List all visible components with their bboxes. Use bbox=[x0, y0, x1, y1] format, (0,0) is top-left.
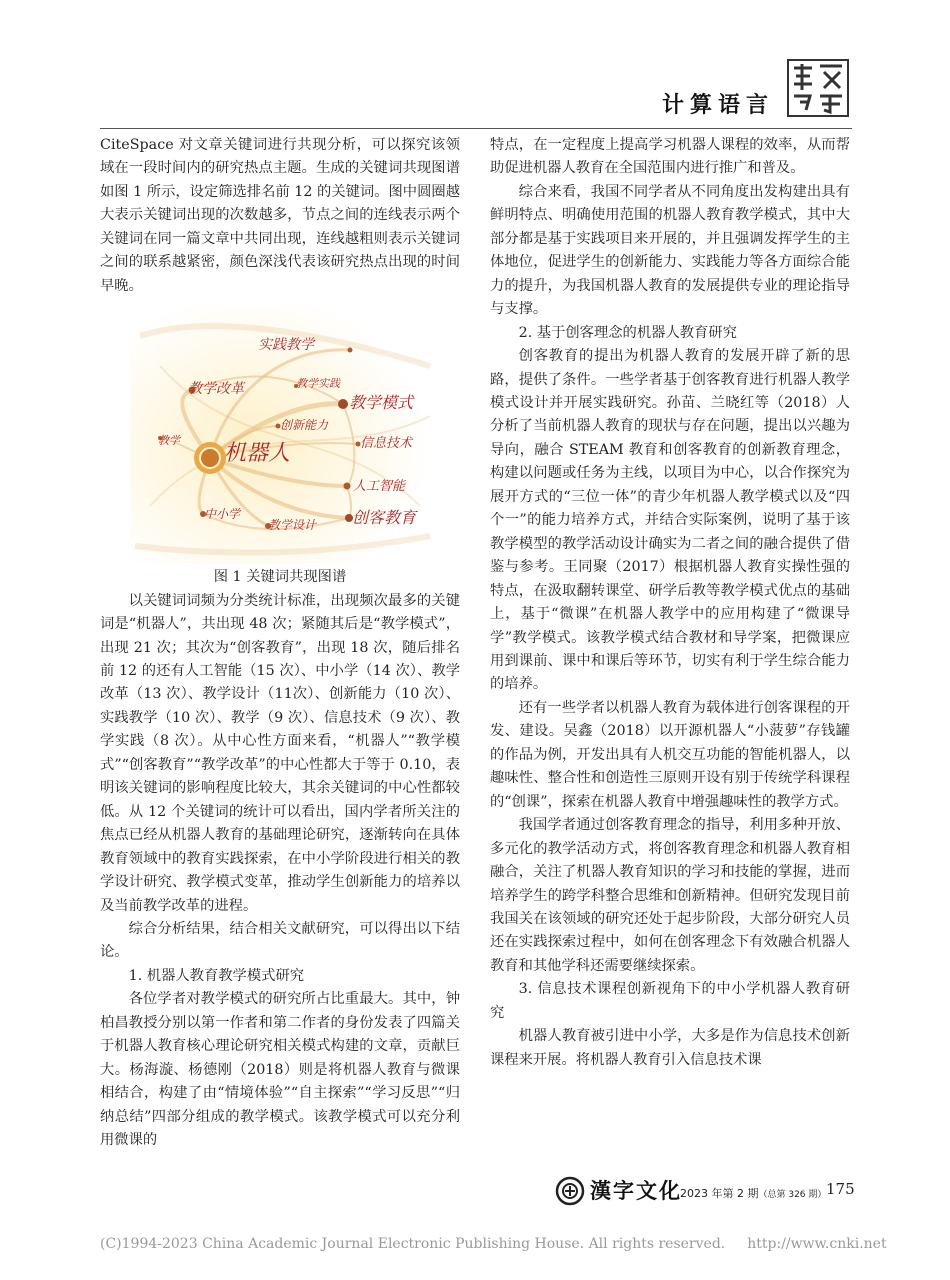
issue-total: （总第 326 期） bbox=[758, 1190, 827, 1200]
figure-caption: 图 1 关键词共现图谱 bbox=[213, 569, 347, 586]
left-column bbox=[100, 134, 460, 1153]
issue-number: 2023 年第 2 期 bbox=[680, 1187, 759, 1200]
keyword-cooccurrence-figure bbox=[100, 306, 460, 566]
node-practice-teaching bbox=[348, 348, 353, 353]
section-heading-3: 3. 信息技术课程创新视角下的中小学机器人教育研究 bbox=[490, 981, 850, 1021]
kw-artificial-intelligence: 人工智能 bbox=[353, 479, 406, 495]
kw-teaching-design: 教学设计 bbox=[268, 518, 317, 533]
maker-education-paragraph: 创客教育的提出为机器人教育的发展开辟了新的思路，提供了条件。一些学者基于创客教育进行机器人教学模式设计并开展实践研究。孙苗、兰晓红等（2018）人分析了当前机器人教育的现状与存在问题，提出以兴趣为导向，融合 STEAM 教育和创客教育的创新教育理念，构建以问题或任务为主线，以项目为中心，以合作探究为展开方式的“三位一体”的青少年机器人教学模式以及“四个一”的能力培养方式，并结合实际案例，说明了基于该教学模型的教学活动设计确实为二者之间的融合提供了借鉴与参考。王同聚（2017）根据机器人教育实操性强的特点，在汲取翻转课堂、研学后教等教学模式优点的基础上，基于“微课”在机器人教学中的应用构建了“微课导学”教学模式。该教学模式结合教材和导学案，把微课应用到课前、课中和课后等环节，切实有利于学生综合能力的培养。 bbox=[490, 348, 850, 693]
node-ai bbox=[344, 483, 351, 490]
kw-maker-education: 创客教育 bbox=[352, 508, 417, 528]
kw-teaching-practice: 教学实践 bbox=[296, 377, 340, 391]
maker-course-paragraph: 还有一些学者以机器人教育为载体进行创客课程的开发、建设。吴鑫（2018）以开源机器人“小菠萝”存钱罐的作品为例，开发出具有人机交互功能的智能机器人，以趣味性、整合性和创造性三原则开设有别于传统学科课程的“创课”，探索在机器人教育中增强趣味性的教学方式。 bbox=[490, 699, 850, 810]
kw-teaching-model: 教学模式 bbox=[349, 393, 414, 413]
conclusion-intro-paragraph: 综合分析结果，结合相关文献研究，可以得出以下结论。 bbox=[100, 920, 460, 961]
maker-integration-paragraph: 我国学者通过创客教育理念的指导，利用多种开放、多元化的教学活动方式，将创客教育理念和机器人教育相融合，关注了机器人教育知识的学习和技能的掌握，进而培养学生的跨学科整合思维和创新精神。但研究发现目前我国关在该领域的研究还处于起步阶段，大部分研究人员还在实践探索过程中，如何在创客理念下有效融合机器人教育和其他学科还需要继续探索。 bbox=[490, 817, 850, 974]
kw-teaching-reform: 教学改革 bbox=[188, 381, 244, 398]
kw-teaching: 教学 bbox=[158, 434, 180, 448]
it-course-paragraph: 机器人教育被引进中小学，大多是作为信息技术创新课程来开展。将机器人教育引入信息技术课 bbox=[490, 1028, 850, 1068]
copyright-line bbox=[100, 1236, 909, 1252]
kw-innovation: 创新能力 bbox=[280, 418, 329, 433]
section-heading-1: 1. 机器人教育教学模式研究 bbox=[128, 967, 305, 984]
summary-paragraph: 综合来看，我国不同学者从不同角度出发构建出具有鲜明特点、明确使用范围的机器人教育教学模式，其中大部分都是基于实践项目来开展的，并且强调发挥学生的主体地位，促进学生的创新能力、实践能力等各方面综合能力的提升，为我国机器人教育的发展提供专业的理论指导与支撑。 bbox=[490, 183, 850, 318]
header-rule bbox=[100, 128, 852, 129]
copyright-text: (C)1994-2023 China Academic Journal Electronic Publishing House. All rights reserved. bbox=[100, 1236, 726, 1252]
cnki-url: http://www.cnki.net bbox=[747, 1236, 887, 1252]
continuation-paragraph: 特点，在一定程度上提高学习机器人课程的效率，从而帮助促进机器人教育在全国范围内进行推广和普及。 bbox=[490, 137, 850, 177]
node-teaching-model bbox=[338, 399, 348, 409]
journal-brand: 漢字文化 bbox=[590, 1178, 682, 1203]
keyword-analysis-paragraph: 以关键词词频为分类统计标准，出现频次最多的关键词是“机器人”，共出现 48 次；紧随其后是“教学模式”，出现 21 次；其次为“创客教育”，出现 18 次，随后排名前 12 的还有人工智能（15 次）、中小学（14 次）、教学改革（13 次）、教学设计（11次）、创新能力（10 次）、实践教学（10 次）、教学（9 次）、信息技术（9 次）、教学实践（8 次）。从中心性方面来看，“机器人”“教学模式”“创客教育”“教学改革”的中心性都大于等于 0.10，表明该关键词的影响程度比较大，其余关键词的中心性都较低。从 12 个关键词的统计可以看出，国内学者所关注的焦点已经从机器人教育的基础理论研究，逐渐转向在具体教育领域中的教育实践探索，在中小学阶段进行相关的教学设计研究、教学模式变革，推动学生创新能力的培养以及当前教学改革的进程。 bbox=[100, 592, 460, 914]
kw-practice-teaching: 实践教学 bbox=[258, 337, 314, 354]
hanzi-culture-logo bbox=[786, 58, 850, 118]
journal-section-title: 计算语言 bbox=[662, 93, 775, 118]
kw-primary-secondary: 中小学 bbox=[204, 507, 241, 522]
page-number: 175 bbox=[826, 1180, 855, 1198]
journal-emblem-icon bbox=[555, 1176, 585, 1206]
issue-info bbox=[680, 1185, 826, 1201]
section-heading-2: 2. 基于创客理念的机器人教育研究 bbox=[518, 324, 737, 341]
kw-information-technology: 信息技术 bbox=[360, 436, 413, 452]
teaching-model-paragraph: 各位学者对教学模式的研究所占比重最大。其中，钟柏昌教授分别以第一作者和第二作者的身份发表了四篇关于机器人教育核心理论研究相关模式构建的文章，贡献巨大。杨海漩、杨德刚（2018）则是将机器人教育与微课相结合，构建了由“情境体验”“自主探索”“学习反思”“归纳总结”四部分组成的教学模式。该教学模式可以充分利用微课的 bbox=[100, 991, 460, 1149]
right-column bbox=[490, 134, 850, 1072]
kw-robot: 机器人 bbox=[224, 441, 291, 467]
intro-paragraph: CiteSpace 对文章关键词进行共现分析，可以探究该领域在一段时间内的研究热点主题。生成的关键词共现图谱如图 1 所示，设定筛选排名前 12 的关键词。图中圆圈越大表示关键词出现的次数越多，节点之间的连线表示两个关键词在同一篇文章中共同出现，连线越粗则表示关键词之间的联系越紧密，颜色深浅代表该研究热点出现的时间早晚。 bbox=[100, 137, 460, 294]
